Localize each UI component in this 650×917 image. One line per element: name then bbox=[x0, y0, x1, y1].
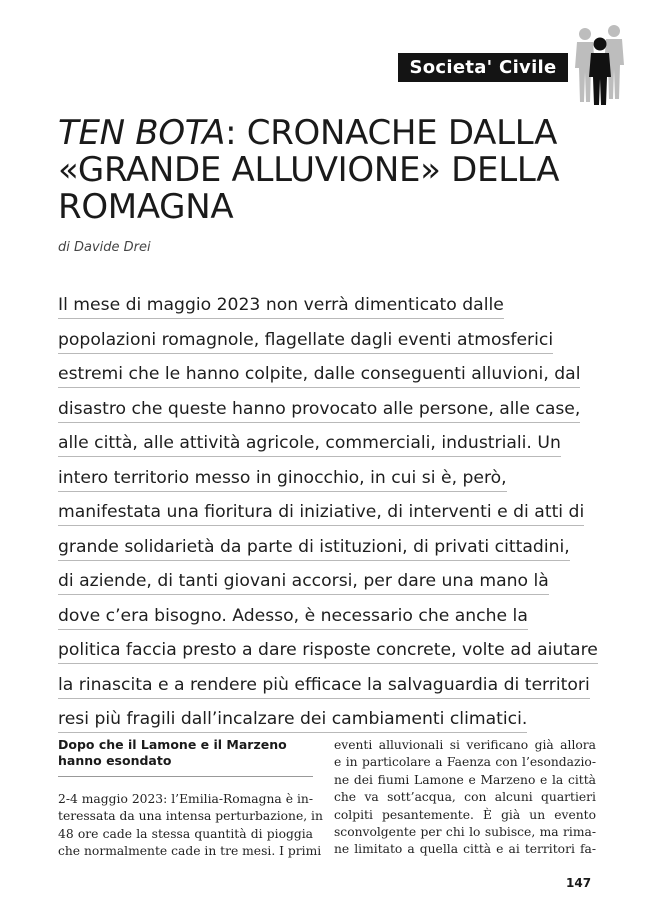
title-italic-part: TEN BOTA bbox=[58, 113, 226, 153]
lead-line: resi più fragili dall’incalzare dei cambiamenti climatici. bbox=[58, 702, 578, 737]
title-line-3: ROMAGNA bbox=[58, 187, 234, 227]
lead-line: dove c’era bisogno. Adesso, è necessario che anche la bbox=[58, 599, 578, 634]
body-line: colpiti pesantemente. È già un evento bbox=[334, 807, 596, 822]
left-column-text bbox=[58, 791, 323, 861]
people-silhouettes-icon bbox=[572, 22, 628, 106]
subheading-line: hanno esondato bbox=[58, 753, 172, 768]
section-label: Societa' Civile bbox=[398, 53, 568, 82]
lead-line: Il mese di maggio 2023 non verrà dimenticato dalle bbox=[58, 288, 578, 323]
body-line: che normalmente cade in tre mesi. I primi bbox=[58, 844, 322, 859]
right-column-text bbox=[334, 737, 596, 859]
lead-line: intero territorio messo in ginocchio, in cui si è, però, bbox=[58, 461, 578, 496]
lead-line: alle città, alle attività agricole, commerciali, industriali. Un bbox=[58, 426, 578, 461]
body-line: eventi alluvionali si verificano già allora bbox=[334, 738, 596, 752]
title-line-2: «GRANDE ALLUVIONE» DELLA bbox=[58, 150, 560, 190]
body-line: ne dei fiumi Lamone e Marzeno e la città bbox=[334, 772, 596, 787]
body-line: sconvolgente per chi lo subisce, ma rima- bbox=[334, 825, 596, 840]
lead-line: manifestata una fioritura di iniziative, di interventi e di atti di bbox=[58, 495, 578, 530]
body-line: e in particolare a Faenza con l’esondazio- bbox=[334, 755, 596, 770]
article-title bbox=[58, 115, 618, 226]
lead-line: la rinascita e a rendere più efficace la salvaguardia di territori bbox=[58, 668, 578, 703]
title-line-1-rest: : CRONACHE DALLA bbox=[225, 113, 558, 153]
body-line: che va sott’acqua, con alcuni quartieri bbox=[334, 790, 596, 805]
right-column bbox=[334, 737, 596, 859]
lead-line: disastro che queste hanno provocato alle persone, alle case, bbox=[58, 392, 578, 427]
left-column bbox=[58, 737, 323, 861]
lead-line: politica faccia presto a dare risposte concrete, volte ad aiutare bbox=[58, 633, 578, 668]
lead-line: di aziende, di tanti giovani accorsi, per dare una mano là bbox=[58, 564, 578, 599]
page-number: 147 bbox=[566, 876, 592, 890]
body-line: 2-4 maggio 2023: l’Emilia-Romagna è in- bbox=[58, 792, 313, 806]
body-line: teressata da una intensa perturbazione, in bbox=[58, 809, 323, 824]
lead-line: grande solidarietà da parte di istituzioni, di privati cittadini, bbox=[58, 530, 578, 565]
lead-paragraph bbox=[58, 288, 598, 737]
subheading-line: Dopo che il Lamone e il Marzeno bbox=[58, 737, 287, 752]
lead-line: popolazioni romagnole, flagellate dagli eventi atmosferici bbox=[58, 323, 578, 358]
byline: di Davide Drei bbox=[58, 240, 151, 255]
lead-line: estremi che le hanno colpite, dalle conseguenti alluvioni, dal bbox=[58, 357, 578, 392]
body-line: ne limitato a quella città e ai territori fa- bbox=[334, 842, 596, 857]
section-subheading bbox=[58, 737, 313, 777]
body-line: 48 ore cade la stessa quantità di pioggia bbox=[58, 826, 313, 841]
